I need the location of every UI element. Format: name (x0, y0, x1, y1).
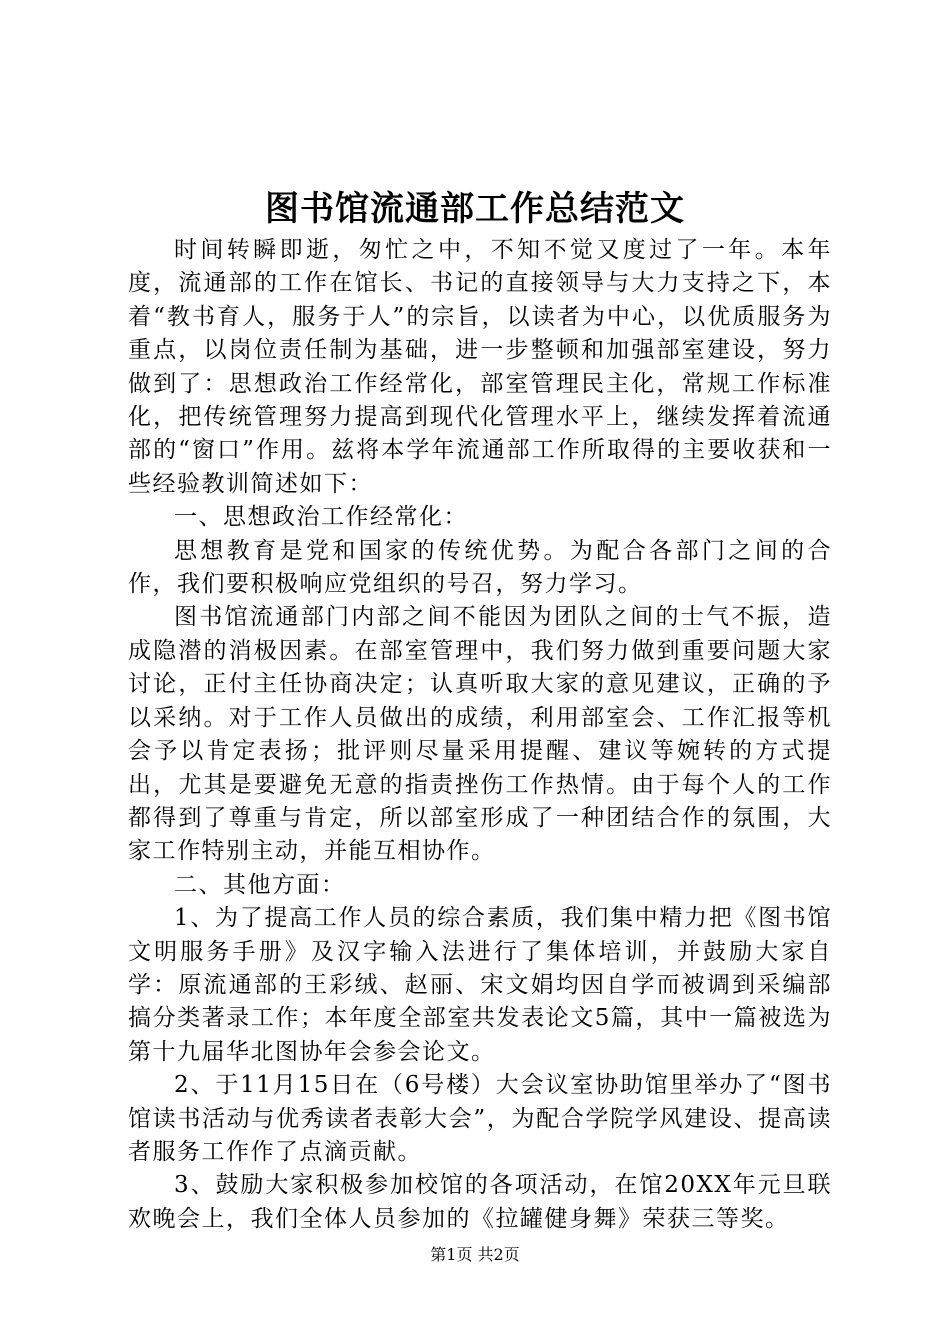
paragraph-activities: 3、鼓励大家积极参加校馆的各项活动，在馆20XX年元旦联欢晚会上，我们全体人员参加的《拉罐健身舞》荣获三等奖。 (128, 1172, 832, 1232)
paragraph-ideology: 思想教育是党和国家的传统优势。为配合各部门之间的合作，我们要积极响应党组织的号召，努力学习。 (128, 537, 832, 598)
page-footer: 第1页 共2页 (430, 1245, 520, 1264)
document-body (128, 234, 832, 1236)
paragraph-reading-event: 2、于11月15日在（6号楼）大会议室协助馆里举办了“图书馆读书活动与优秀读者表彰大会”，为配合学院学风建设、提高读者服务工作作了点滴贡献。 (128, 1072, 832, 1165)
document-title: 图书馆流通部工作总结范文 (265, 189, 685, 229)
paragraph-training: 1、为了提高工作人员的综合素质，我们集中精力把《图书馆文明服务手册》及汉字输入法进行了集体培训，并鼓励大家自学：原流通部的王彩绒、赵丽、宋文娟均因自学而被调到采编部搞分类著录工作；本年度全部室共发表论文5篇，其中一篇被选为第十九届华北图协年会参会论文。 (128, 905, 832, 1065)
section-heading-2: 二、其他方面： (174, 871, 346, 898)
section-heading-1: 一、思想政治工作经常化： (174, 504, 468, 531)
intro-paragraph: 时间转瞬即逝，匆忙之中，不知不觉又度过了一年。本年度，流通部的工作在馆长、书记的直接领导与大力支持之下，本着“教书育人，服务于人”的宗旨，以读者为中心，以优质服务为重点，以岗位责任制为基础，进一步整顿和加强部室建设，努力做到了：思想政治工作经常化，部室管理民主化，常规工作标准化，把传统管理努力提高到现代化管理水平上，继续发挥着流通部的“窗口”作用。兹将本学年流通部工作所取得的主要收获和一些经验教训简述如下： (128, 237, 832, 497)
paragraph-team-management: 图书馆流通部门内部之间不能因为团队之间的士气不振，造成隐潜的消极因素。在部室管理中，我们努力做到重要问题大家讨论，正付主任协商决定；认真听取大家的意见建议，正确的予以采纳。对于工作人员做出的成绩，利用部室会、工作汇报等机会予以肯定表扬；批评则尽量采用提醒、建议等婉转的方式提出，尤其是要避免无意的指责挫伤工作热情。由于每个人的工作都得到了尊重与肯定，所以部室形成了一种团结合作的氛围，大家工作特别主动，并能互相协作。 (128, 604, 832, 865)
